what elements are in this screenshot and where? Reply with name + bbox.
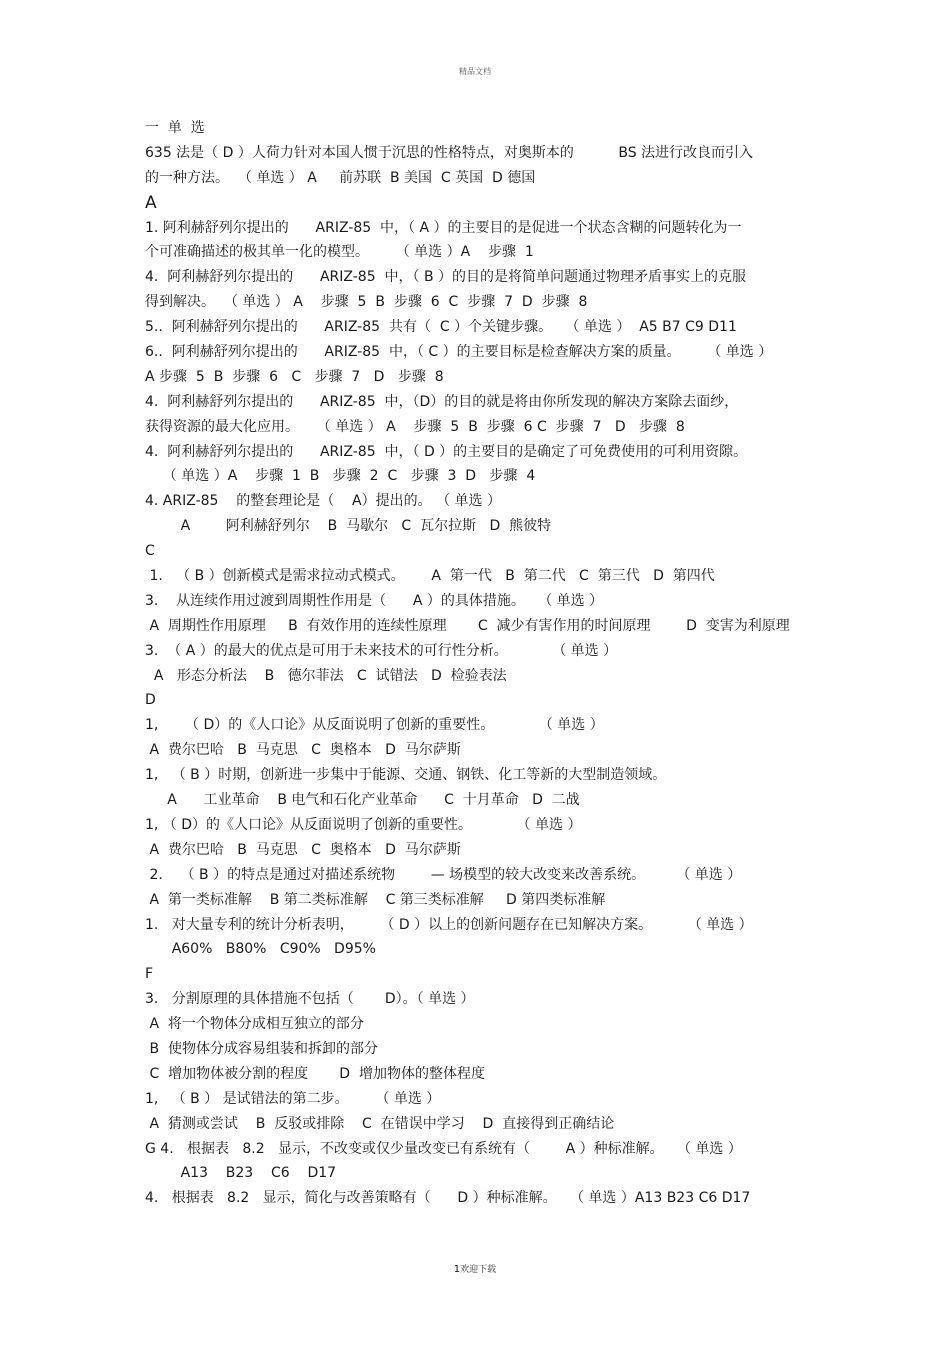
question-text: 个可准确描述的极其单一化的模型。 （ 单选 ）A 步骤 1 xyxy=(145,244,534,261)
question-text: 1, （ B ）时期，创新进一步集中于能源、交通、钢铁、化工等新的大型制造领域。 xyxy=(145,767,667,784)
section-letter-d: D xyxy=(145,692,156,709)
question-text: 3. （ A ）的最大的优点是可用于未来技术的可行性分析。 （ 单选 ） xyxy=(145,642,618,659)
question-text: 5.. 阿利赫舒列尔提出的 ARIZ-85 共有（ C ）个关键步骤。 （ 单选 ） A5 B7 C9 D11 xyxy=(145,319,737,336)
question-text: 1, （ D）的《人口论》从反面说明了创新的重要性。 （ 单选 ） xyxy=(145,816,582,833)
question-text: 3. 分割原理的具体措施不包括（ D）。（ 单选 ） xyxy=(145,991,475,1008)
question-text: A 费尔巴哈 B 马克思 C 奥格本 D 马尔萨斯 xyxy=(145,742,461,759)
question-text: 4. 阿利赫舒列尔提出的 ARIZ-85 中，（D）的目的就是将由你所发现的解决方案除去面纱， xyxy=(145,393,739,410)
section-letter-c: C xyxy=(145,543,155,560)
question-text: B 使物体分成容易组装和拆卸的部分 xyxy=(145,1040,378,1057)
question-text: A 猜测或尝试 B 反驳或排除 C 在错误中学习 D 直接得到正确结论 xyxy=(145,1115,615,1132)
question-text: A 工业革命 B 电气和石化产业革命 C 十月革命 D 二战 xyxy=(145,792,580,809)
question-text: A13 B23 C6 D17 xyxy=(145,1165,337,1182)
question-text: 4. 阿利赫舒列尔提出的 ARIZ-85 中，（ D ）的主要目的是确定了可免费使用的可利用资隙。 xyxy=(145,443,748,460)
question-text: 6.. 阿利赫舒列尔提出的 ARIZ-85 中，（ C ）的主要目标是检查解决方案的质量。 （ 单选 ） xyxy=(145,344,773,361)
question-text: 4. ARIZ-85 的整套理论是（ A）提出的。 （ 单选 ） xyxy=(145,493,501,510)
question-text: 2. （ B ）的特点是通过对描述系统物 — 场模型的较大改变来改善系统。 （ 单选 ） xyxy=(145,866,742,883)
question-text: A 阿利赫舒列尔 B 马歇尔 C 瓦尔拉斯 D 熊彼特 xyxy=(145,518,552,535)
question-text: （ 单选 ）A 步骤 1 B 步骤 2 C 步骤 3 D 步骤 4 xyxy=(145,468,536,485)
question-text: A 步骤 5 B 步骤 6 C 步骤 7 D 步骤 8 xyxy=(145,368,444,385)
question-text: 1. （ B ）创新模式是需求拉动式模式。 A 第一代 B 第二代 C 第三代 D 第四代 xyxy=(145,568,715,585)
question-text: 1, （ B ） 是试错法的第二步。 （ 单选 ） xyxy=(145,1090,441,1107)
question-text: A60% B80% C90% D95% xyxy=(145,941,376,958)
question-text: 获得资源的最大化应用。 （ 单选 ） A 步骤 5 B 步骤 6 C 步骤 7 D 步骤 8 xyxy=(145,418,685,435)
section-letter-a: A xyxy=(145,192,157,213)
question-text: G 4. 根据表 8.2 显示，不改变或仅少量改变已有系统有（ A ）种标准解。 （ 单选 ） xyxy=(145,1140,742,1157)
question-text: A 费尔巴哈 B 马克思 C 奥格本 D 马尔萨斯 xyxy=(145,841,461,858)
question-text: 4. 阿利赫舒列尔提出的 ARIZ-85 中，（ B ）的目的是将简单问题通过物理矛盾事实上的克服 xyxy=(145,269,747,286)
section-title: 一 单 选 xyxy=(145,120,205,136)
question-text: A 形态分析法 B 德尔菲法 C 试错法 D 检验表法 xyxy=(145,667,507,684)
question-text: A 将一个物体分成相互独立的部分 xyxy=(145,1016,364,1033)
question-text: 得到解决。 （ 单选 ） A 步骤 5 B 步骤 6 C 步骤 7 D 步骤 8 xyxy=(145,294,588,311)
question-text: A 第一类标准解 B 第二类标准解 C 第三类标准解 D 第四类标准解 xyxy=(145,891,606,908)
question-text: 1, （ D）的《人口论》从反面说明了创新的重要性。 （ 单选 ） xyxy=(145,717,604,734)
page-footer xyxy=(0,1262,950,1275)
section-letter-f: F xyxy=(145,966,154,983)
page-number: 1 xyxy=(453,1264,461,1275)
question-text: 3. 从连续作用过渡到周期性作用是（ A ）的具体措施。 （ 单选 ） xyxy=(145,592,604,609)
question-text: 1. 阿利赫舒列尔提出的 ARIZ-85 中，（ A ）的主要目的是促进一个状态含糊的问题转化为一 xyxy=(145,219,742,236)
question-text: 4. 根据表 8.2 显示，简化与改善策略有（ D ）种标准解。 （ 单选 ）A13 B23 C6 D17 xyxy=(145,1190,751,1207)
question-text: 的一种方法。 （ 单选 ） A 前苏联 B 美国 C 英国 D 德国 xyxy=(145,169,536,186)
question-text: C 增加物体被分割的程度 D 增加物体的整体程度 xyxy=(145,1065,485,1082)
question-text: A 周期性作用原理 B 有效作用的连续性原理 C 减少有害作用的时间原理 D 变害为利原理 xyxy=(145,617,790,634)
footer-text: 欢迎下载 xyxy=(460,1265,497,1275)
question-text: 1. 对大量专利的统计分析表明， （ D ）以上的创新问题存在已知解决方案。 （ 单选 ） xyxy=(145,916,753,933)
page-header: 精品文档 xyxy=(459,67,491,76)
question-text: 635 法是（ D ）人荷力针对本国人惯于沉思的性格特点，对奥斯本的 BS 法进行改良而引入 xyxy=(145,144,754,161)
document-body xyxy=(145,116,835,1211)
